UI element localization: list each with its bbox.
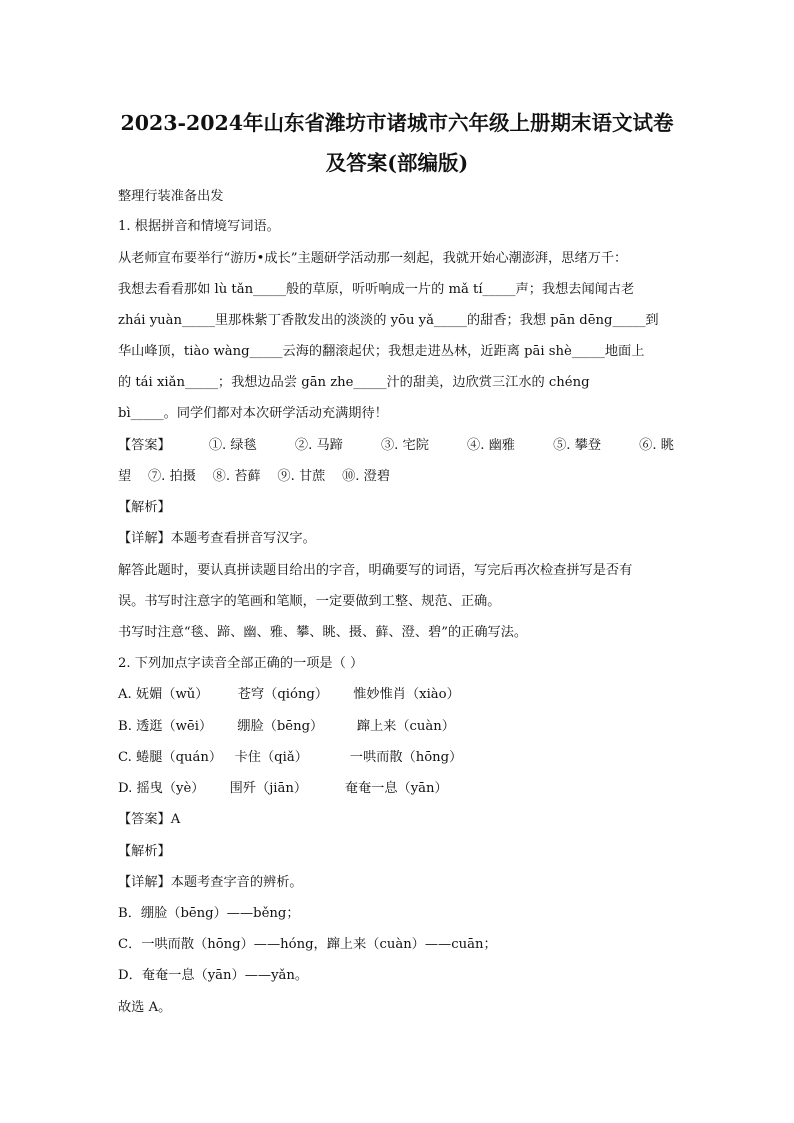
intro-text: 整理行装准备出发 [118,189,224,204]
q2-explain-line: B．绷脸（bēng）——běng； [118,906,300,921]
document-title-line-1: 2023-2024年山东省潍坊市诸城市六年级上册期末语文试卷 [120,111,674,135]
q2-option-c: C. 蜷腿（quán） 卡住（qiǎ） 一哄而散（hōng） [118,750,463,765]
q2-option-d: D. 摇曳（yè） 围歼（jiān） 奄奄一息（yān） [118,781,448,796]
q1-analysis-label: 【解析】 [118,500,171,515]
q2-option-b: B. 透逛（wēi） 绷脸（bēng） 蹿上来（cuàn） [118,719,455,734]
q2-explain-line: C．一哄而散（hōng）——hóng，蹿上来（cuàn）——cuān； [118,937,497,952]
q2-explain-line: 故选 A。 [118,1000,172,1015]
q2-analysis-label: 【解析】 [118,844,171,859]
q2-explain-line: D．奄奄一息（yān）——yǎn。 [118,968,309,983]
q1-detail: 【详解】本题考查看拼音写汉字。 [118,531,316,546]
q1-prompt: 1. 根据拼音和情境写词语。 [118,219,280,234]
q1-passage-line: bì_____。同学们都对本次研学活动充满期待！ [118,406,388,421]
q2-option-a: A. 妩媚（wǔ） 苍穹（qióng） 惟妙惟肖（xiào） [118,687,460,702]
q1-explain-line: 书写时注意“毯、蹄、幽、雅、攀、眺、摄、藓、澄、碧”的正确写法。 [118,625,528,640]
answer-item: ④. 幽雅 [467,438,515,453]
q2-prompt: 2. 下列加点字读音全部正确的一项是（ ） [118,656,364,671]
answer-item: ③. 宅院 [380,438,429,453]
q1-answer-row-2: 望 ⑦. 拍摄 ⑧. 苔藓 ⑨. 甘蔗 ⑩. 澄碧 [118,469,391,484]
answer-item: ①. 绿毯 [208,438,257,453]
q1-passage-line: 华山峰顶，tiào wàng_____云海的翻滚起伏；我想走进丛林，近距离 pāi shè_____地面上 [118,344,645,359]
answer-item: ②. 马蹄 [294,438,343,453]
q1-answer-row [118,437,674,455]
q2-answer: 【答案】A [118,812,181,827]
q1-explain-line: 误。书写时注意字的笔画和笔顺，一定要做到工整、规范、正确。 [118,594,501,609]
q1-passage-line: zhái yuàn_____里那株紫丁香散发出的淡淡的 yōu yǎ_____的甜香；我想 pān dēng_____到 [118,313,659,328]
q1-explain-line: 解答此题时，要认真拼读题目给出的字音，明确要写的词语，写完后再次检查拼写是否有 [118,563,633,578]
answer-item: ⑥. 眺 [639,438,674,453]
answer-item: ⑤. 攀登 [553,438,602,453]
answer-label: 【答案】 [118,438,171,453]
q1-passage-line: 的 tái xiǎn_____；我想边品尝 gān zhe_____汁的甜美，边欣赏三江水的 chéng [118,375,590,390]
document-title-line-2: 及答案(部编版) [325,151,469,175]
q2-detail: 【详解】本题考查字音的辨析。 [118,875,303,890]
q1-passage-line: 我想去看看那如 lù tǎn_____般的草原，听听响成一片的 mǎ tí_____声；我想去闻闻古老 [118,282,635,297]
q1-passage-line: 从老师宣布要举行“游历•成长”主题研学活动那一刻起，我就开始心潮澎湃，思绪万千： [118,251,628,266]
